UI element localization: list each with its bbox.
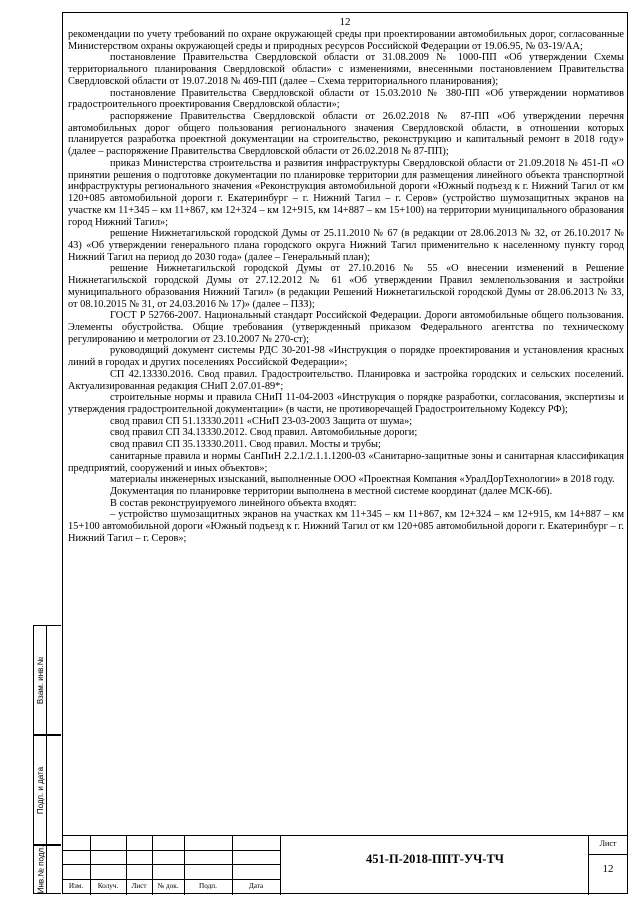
body-paragraph: решение Нижнетагильской городской Думы от 27.10.2016 № 55 «О внесении изменений в Решение Нижнетагильской городской Думы от 27.12.2012 № 61 «Об утверждении Правил землепользования и застройки муниципального образования Нижний Тагил» (в редакции Решений Нижнетагильской городской Думы от 28.06.2013 № 33, от 08.10.2015 № 31, от 24.03.2016 № 17)» (далее – ПЗЗ); bbox=[68, 263, 624, 310]
sheet-number: 12 bbox=[602, 863, 614, 875]
col-list: Лист bbox=[131, 882, 147, 890]
body-paragraph: ГОСТ Р 52766-2007. Национальный стандарт Российской Федерации. Дороги автомобильные общего пользования. Элементы обустройства. Общие требования (утвержденный приказом Федерального агентства по техническому регулированию и метрологии от 23.10.2007 № 270-ст); bbox=[68, 310, 624, 345]
body-paragraph: – устройство шумозащитных экранов на участках км 11+345 – км 11+867, км 12+324 – км 12+915, км 14+887 – км 15+100 автомобильной дороги «Южный подъезд к г. Нижний Тагил от км 120+085 автомобильной дороги г. Екатеринбург – г. Нижний Тагил – г. Серов»; bbox=[68, 509, 624, 544]
body-paragraph: СП 42.13330.2016. Свод правил. Градостроительство. Планировка и застройка городских и сельских поселений. Актуализированная редакция СНиП 2.07.01-89*; bbox=[68, 368, 624, 392]
body-paragraph: В состав реконструируемого линейного объекта входят: bbox=[110, 497, 357, 509]
body-paragraph: решение Нижнетагильской городской Думы от 25.11.2010 № 67 (в редакции от 28.06.2013 № 32, от 26.10.2017 № 43) «Об утверждении генерального плана городского округа Нижний Тагил применительно к населенному пункту город Нижний Тагил на период до 2030 года» (далее – Генеральный план); bbox=[68, 228, 624, 263]
body-paragraph: руководящий документ системы РДС 30-201-98 «Инструкция о порядке проектирования и установления красных линий в городах и других поселениях Российской Федерации»; bbox=[68, 345, 624, 369]
stamp-inv bbox=[33, 845, 61, 894]
body-paragraph: распоряжение Правительства Свердловской области от 26.02.2018 № 87-ПП «Об утверждении перечня автомобильных дорог общего пользования регионального значения Свердловской области, в отношении которых планируется разработка проектной документации на строительство, реконструкцию и капитальный ремонт в 2018 году» (далее – распоряжение Правительства Свердловской области от 26.02.2018 № 87-ПП); bbox=[68, 111, 624, 158]
page-number-top: 12 bbox=[339, 16, 351, 28]
col-izm: Изм. bbox=[68, 882, 84, 890]
sheet-label: Лист bbox=[599, 839, 617, 848]
title-block bbox=[62, 835, 628, 894]
body-paragraph: свод правил СП 34.13330.2012. Свод правил. Автомобильные дороги; bbox=[110, 427, 418, 439]
stamp-podp bbox=[33, 735, 61, 845]
stamp-podp-label: Подп. и дата bbox=[36, 766, 45, 814]
body-paragraph: постановление Правительства Свердловской области от 31.08.2009 № 1000-ПП «Об утверждении Схемы территориального планирования Свердловской области» с изменениями, внесенными постановлением Правительства Свердловской области от 19.07.2018 № 469-ПП (далее – Схема территориального планирования); bbox=[68, 52, 624, 87]
body-paragraph: рекомендации по учету требований по охране окружающей среды при проектировании автомобильных дорог, согласованные Министерством охраны окружающей среды и природных ресурсов Российской Федерации от 19.06.95, № 03-19/АА; bbox=[68, 29, 624, 52]
body-paragraph: свод правил СП 35.13330.2011. Свод правил. Мосты и трубы; bbox=[110, 439, 381, 451]
document-code: 451-П-2018-ППТ-УЧ-ТЧ bbox=[366, 852, 504, 866]
stamp-vzam-label: Взам. инв.№ bbox=[36, 656, 45, 704]
body-paragraph: строительные нормы и правила СНиП 11-04-2003 «Инструкция о порядке разработки, согласования, экспертизы и утверждения градостроительной документации» (в части, не противоречащей Градостроительному Кодексу РФ); bbox=[68, 392, 624, 415]
body-paragraph: Документация по планировке территории выполнена в местной системе координат (далее МСК-66). bbox=[110, 486, 553, 498]
body-paragraph: санитарные правила и нормы СанПиН 2.2.1/2.1.1.1200-03 «Санитарно-защитные зоны и санитарная классификация предприятий, сооружений и иных объектов»; bbox=[68, 450, 624, 474]
col-data: Дата bbox=[248, 882, 264, 890]
body-paragraph: свод правил СП 51.13330.2011 «СНиП 23-03-2003 Защита от шума»; bbox=[110, 415, 413, 427]
body-paragraph: приказ Министерства строительства и развития инфраструктуры Свердловской области от 21.09.2018 № 451-П «О принятии решения о подготовке документации по планировке территории для размещения линейного объекта транспортной инфраструктуры регионального значения «Реконструкция автомобильной дороги «Южный подъезд к г. Нижний Тагил от км 120+085 автомобильной дороги г. Екатеринбург – г. Нижний Тагил – г. Серов» (устройство шумозащитных экранов на участке км 11+345 – км 11+867, км 12+324 – км 12+915, км 14+887 – км 15+100) на территории муниципального образования город Нижний Тагил»; bbox=[68, 157, 624, 228]
body-paragraph: материалы инженерных изысканий, выполненные ООО «Проектная Компания «УралДорТехнологии» в 2018 году. bbox=[110, 474, 615, 486]
body-paragraph: постановление Правительства Свердловской области от 15.03.2010 № 380-ПП «Об утверждении нормативов градостроительного проектирования Свердловской области»; bbox=[68, 87, 624, 111]
col-koluch: Колуч. bbox=[97, 882, 119, 890]
document-body bbox=[68, 29, 624, 545]
stamp-inv-label: Инв.№ подл. bbox=[36, 845, 46, 894]
col-ndok: № док. bbox=[157, 882, 179, 890]
stamp-vzam bbox=[33, 625, 61, 735]
col-podp: Подп. bbox=[199, 882, 217, 890]
